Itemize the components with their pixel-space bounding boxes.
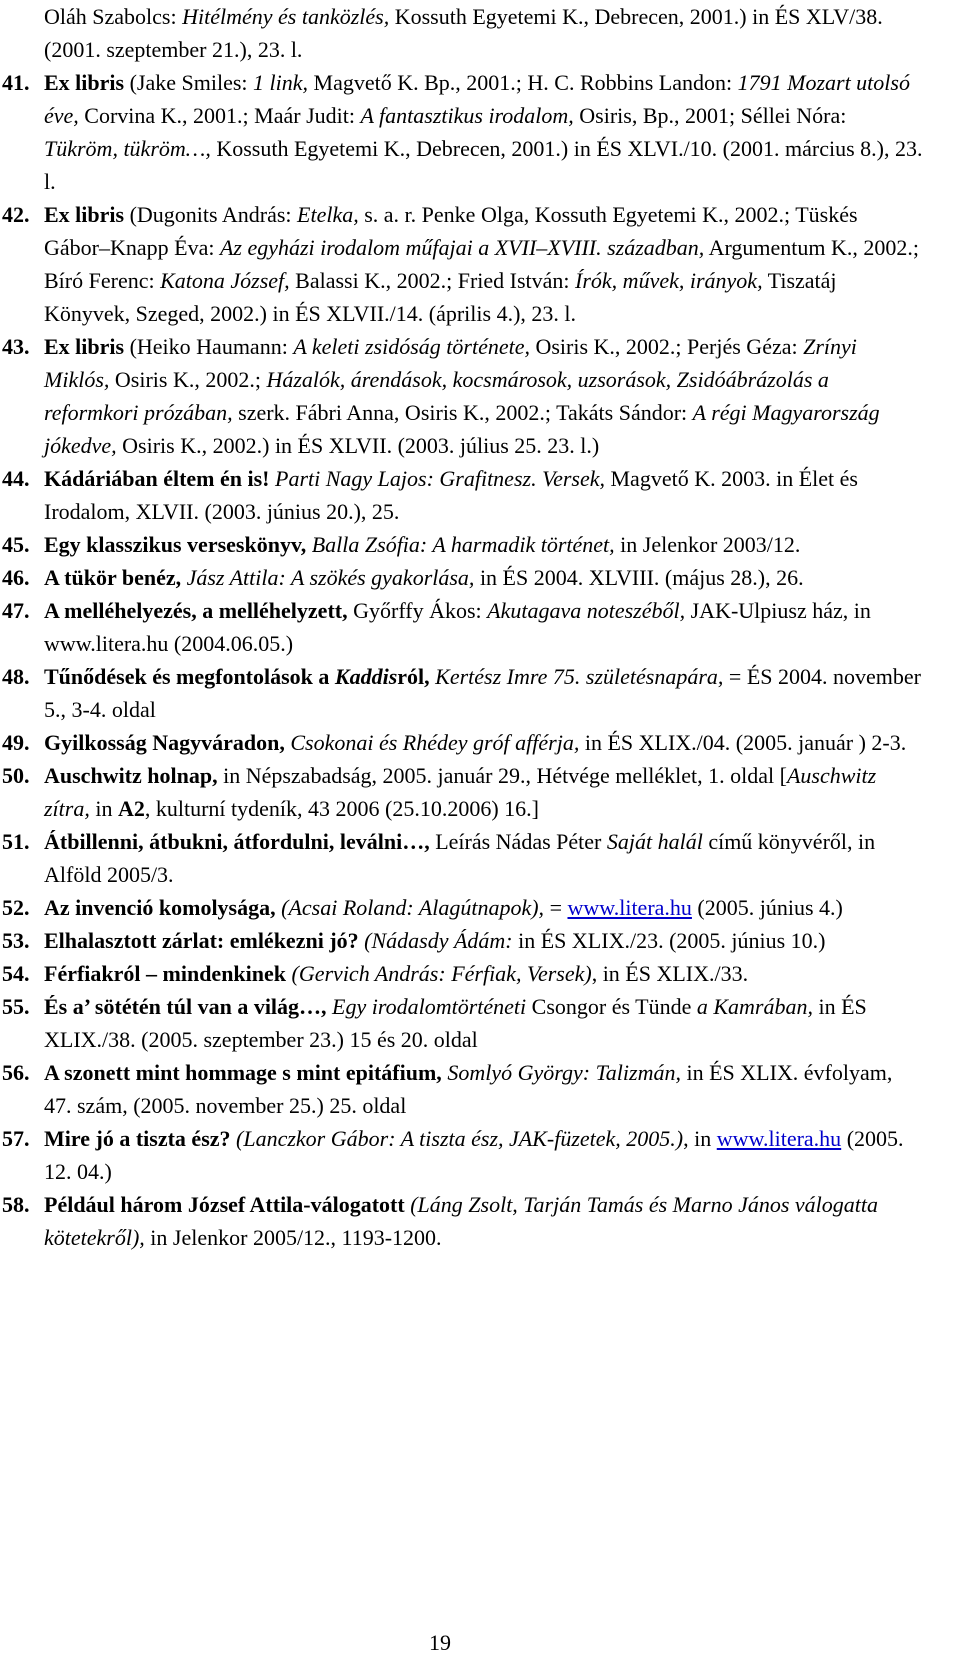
entry-title: Ex libris <box>44 334 125 359</box>
entry-number: 56. <box>2 1060 30 1085</box>
entry-italic-text: Somlyó György: Talizmán, <box>447 1060 681 1085</box>
entry-text: Osiris, Bp., 2001; Séllei Nóra: <box>573 103 847 128</box>
entry-italic-text: 1791 Mozart utolsó éve, <box>44 70 910 128</box>
entry-text: (2005. június 4.) <box>691 895 843 920</box>
entry-text: Kossuth Egyetemi K., Debrecen, 2001.) in ÉS XLVI./10. (2001. március 8.), 23. l. <box>44 136 923 194</box>
entry-text: , in ÉS XLIX./33. <box>591 961 749 986</box>
entry-italic-text: Auschwitz zítra, <box>44 763 877 821</box>
entry-title: A szonett mint hommage s mint epitáfium, <box>44 1060 442 1085</box>
entry-number: 45. <box>2 532 30 557</box>
entry-text: Balassi K., 2002.; Fried István: <box>289 268 576 293</box>
entry-italic-text: a Kamrában, <box>696 994 813 1019</box>
entry-italic-text: A régi Magyarország jókedve, <box>44 400 880 458</box>
entry-italic-text: Házalók, árendások, kocsmárosok, uzsorások, Zsidóábrázolás a reformkori prózában, <box>44 367 829 425</box>
entry-number: 41. <box>2 70 30 95</box>
entry-number: 47. <box>2 598 30 623</box>
entry-title: A melléhelyezés, a melléhelyzett, <box>44 598 348 623</box>
entry-text: in ÉS XLIX./23. (2005. június 10.) <box>512 928 826 953</box>
entry-italic-text: Tükröm, tükröm…, <box>44 136 211 161</box>
entry-text: = ÉS 2004. november 5., 3-4. oldal <box>44 664 921 722</box>
entry-text: szerk. Fábri Anna, Osiris K., 2002.; Takáts Sándor: <box>232 400 693 425</box>
entry-text: Corvina K., 2001.; Maár Judit: <box>78 103 361 128</box>
entry-italic-text: Balla Zsófia: A harmadik történet, <box>311 532 615 557</box>
entry-text: Osiris K., 2002.) in ÉS XLVII. (2003. július 25. 23. l.) <box>116 433 600 458</box>
entry-title: ról, <box>397 664 430 689</box>
entry-italic-text: (Lanczkor Gábor: A tiszta ész, JAK-füzetek, 2005.) <box>236 1126 684 1151</box>
entry-text: Oláh Szabolcs: <box>44 4 183 29</box>
entry-text: in ÉS XLIX. évfolyam, 47. szám, (2005. november 25.) 25. oldal <box>44 1060 893 1118</box>
entry-number: 54. <box>2 961 30 986</box>
entry-italic-text: Egy irodalomtörténeti <box>332 994 527 1019</box>
entry-text: (Jake Smiles: <box>124 70 254 95</box>
entry-italic-text: A fantasztikus irodalom, <box>360 103 574 128</box>
entry-text: in Jelenkor 2003/12. <box>614 532 801 557</box>
bibliography-entry-continuation <box>0 0 925 66</box>
bibliography-entry <box>0 594 925 660</box>
entry-number: 52. <box>2 895 30 920</box>
entry-text: JAK-Ulpiusz ház, in www.litera.hu (2004.06.05.) <box>44 598 871 656</box>
entry-number: 43. <box>2 334 30 359</box>
entry-title: A tükör benéz, <box>44 565 182 590</box>
entry-text: in ÉS XLIX./04. (2005. január ) 2-3. <box>579 730 907 755</box>
entry-italic-text: Saját halál <box>606 829 703 854</box>
entry-text: Leírás Nádas Péter <box>429 829 607 854</box>
entry-number: 49. <box>2 730 30 755</box>
bibliography-entry <box>0 330 925 462</box>
entry-title: Mire jó a tiszta ész? <box>44 1126 231 1151</box>
entry-italic-text: Csokonai és Rhédey gróf afférja, <box>290 730 580 755</box>
entry-italic-text: Jász Attila: A szökés gyakorlása, <box>186 565 475 590</box>
entry-number: 46. <box>2 565 30 590</box>
entry-italic-text: A keleti zsidóság története, <box>293 334 530 359</box>
bibliography-entry <box>0 561 925 594</box>
entry-italic-text: Kertész Imre 75. születésnapára, <box>435 664 724 689</box>
entry-italic-text: (Láng Zsolt, Tarján Tamás és Marno János válogatta kötetekről), <box>44 1192 878 1250</box>
entry-italic-text: Hitélmény és tanközlés, <box>182 4 390 29</box>
entry-number: 55. <box>2 994 30 1019</box>
entry-italic-text: 1 link, <box>253 70 309 95</box>
entry-title: Tűnődések és megfontolások a <box>44 664 335 689</box>
entry-text: Magvető K. 2003. in Élet és Irodalom, XLVII. (2003. június 20.), 25. <box>44 466 858 524</box>
entry-text: című könyvéről, in Alföld 2005/3. <box>44 829 876 887</box>
bibliography-entry <box>0 1122 925 1188</box>
bibliography-entry <box>0 528 925 561</box>
entry-italic-text: (Gervich András: Férfiak, Versek) <box>291 961 592 986</box>
entry-title: Férfiakról – mindenkinek <box>44 961 287 986</box>
entry-italic-text: (Acsai Roland: Alagútnapok), <box>281 895 545 920</box>
bibliography-entry <box>0 660 925 726</box>
entry-text: in ÉS XLIX./38. (2005. szeptember 23.) 15 és 20. oldal <box>44 994 867 1052</box>
entry-number: 50. <box>2 763 30 788</box>
entry-link[interactable]: www.litera.hu <box>716 1126 842 1151</box>
entry-text: , in <box>683 1126 717 1151</box>
bibliography-entry <box>0 198 925 330</box>
entry-italic-text: Parti Nagy Lajos: Grafitnesz. Versek, <box>275 466 605 491</box>
entry-title: Ex libris <box>44 202 125 227</box>
entry-title: Például három József Attila-válogatott <box>44 1192 405 1217</box>
entry-italic-text: Írók, művek, irányok, <box>575 268 763 293</box>
entry-italic-text: (Nádasdy Ádám: <box>364 928 513 953</box>
entry-title: Egy klasszikus verseskönyv, <box>44 532 307 557</box>
entry-title: Gyilkosság Nagyváradon, <box>44 730 285 755</box>
entry-title: A2 <box>117 796 145 821</box>
entry-number: 53. <box>2 928 30 953</box>
bibliography-entry <box>0 825 925 891</box>
entry-text: Tiszatáj Könyvek, Szeged, 2002.) in ÉS XLVII./14. (április 4.), 23. l. <box>44 268 837 326</box>
entry-text: = <box>544 895 568 920</box>
page-number: 19 <box>429 1630 451 1655</box>
entry-title: Elhalasztott zárlat: emlékezni jó? <box>44 928 359 953</box>
entry-text: in Jelenkor 2005/12., 1193-1200. <box>144 1225 442 1250</box>
entry-link[interactable]: www.litera.hu <box>567 895 692 920</box>
bibliography-entry <box>0 1188 925 1254</box>
entry-number: 57. <box>2 1126 30 1151</box>
entry-text: Csongor és Tünde <box>526 994 697 1019</box>
entry-number: 48. <box>2 664 30 689</box>
bibliography-entry <box>0 1056 925 1122</box>
entry-text: in <box>89 796 118 821</box>
entry-italic-text: Az egyházi irodalom műfajai a XVII–XVIII. században, <box>219 235 705 260</box>
entry-text: Magvető K. Bp., 2001.; H. C. Robbins Landon: <box>308 70 738 95</box>
entry-title: Kádáriában éltem én is! <box>44 466 270 491</box>
bibliography-entry <box>0 924 925 957</box>
bibliography-entry <box>0 759 925 825</box>
entry-title: Kaddis <box>334 664 398 689</box>
entry-title: És a’ sötétén túl van a világ…, <box>44 994 327 1019</box>
entry-text: in Népszabadság, 2005. január 29., Hétvége melléklet, 1. oldal [ <box>217 763 787 788</box>
entry-number: 51. <box>2 829 30 854</box>
entry-title: Auschwitz holnap, <box>44 763 218 788</box>
entry-text: in ÉS 2004. XLVIII. (május 28.), 26. <box>474 565 804 590</box>
bibliography-entry <box>0 726 925 759</box>
bibliography-entry <box>0 66 925 198</box>
entry-number: 58. <box>2 1192 30 1217</box>
bibliography-entry <box>0 957 925 990</box>
bibliography-entry <box>0 891 925 924</box>
bibliography-entry <box>0 990 925 1056</box>
entry-italic-text: Akutagava noteszéből, <box>487 598 686 623</box>
entry-text: (Dugonits András: <box>124 202 298 227</box>
bibliography-entry <box>0 462 925 528</box>
entry-italic-text: Katona József, <box>160 268 290 293</box>
entry-text: , kulturní tydeník, 43 2006 (25.10.2006) 16.] <box>144 796 540 821</box>
entry-italic-text: Etelka, <box>297 202 359 227</box>
entry-text: Osiris K., 2002.; Perjés Géza: <box>529 334 804 359</box>
entry-text: Győrffy Ákos: <box>347 598 488 623</box>
entry-title: Ex libris <box>44 70 125 95</box>
entry-text: (2005. 12. 04.) <box>44 1126 904 1184</box>
entry-title: Az invenció komolysága, <box>44 895 276 920</box>
entry-text: s. a. r. Penke Olga, Kossuth Egyetemi K., 2002.; Tüskés Gábor–Knapp Éva: <box>44 202 858 260</box>
entry-number: 42. <box>2 202 30 227</box>
entry-text: Argumentum K., 2002.; Bíró Ferenc: <box>44 235 920 293</box>
entry-number: 44. <box>2 466 30 491</box>
entry-title: Átbillenni, átbukni, átfordulni, leválni…, <box>44 829 430 854</box>
entry-text: (Heiko Haumann: <box>124 334 294 359</box>
entry-text: Osiris K., 2002.; <box>109 367 267 392</box>
entry-italic-text: Zrínyi Miklós, <box>44 334 857 392</box>
entry-text: Kossuth Egyetemi K., Debrecen, 2001.) in ÉS XLV/38. (2001. szeptember 21.), 23. l. <box>44 4 883 62</box>
